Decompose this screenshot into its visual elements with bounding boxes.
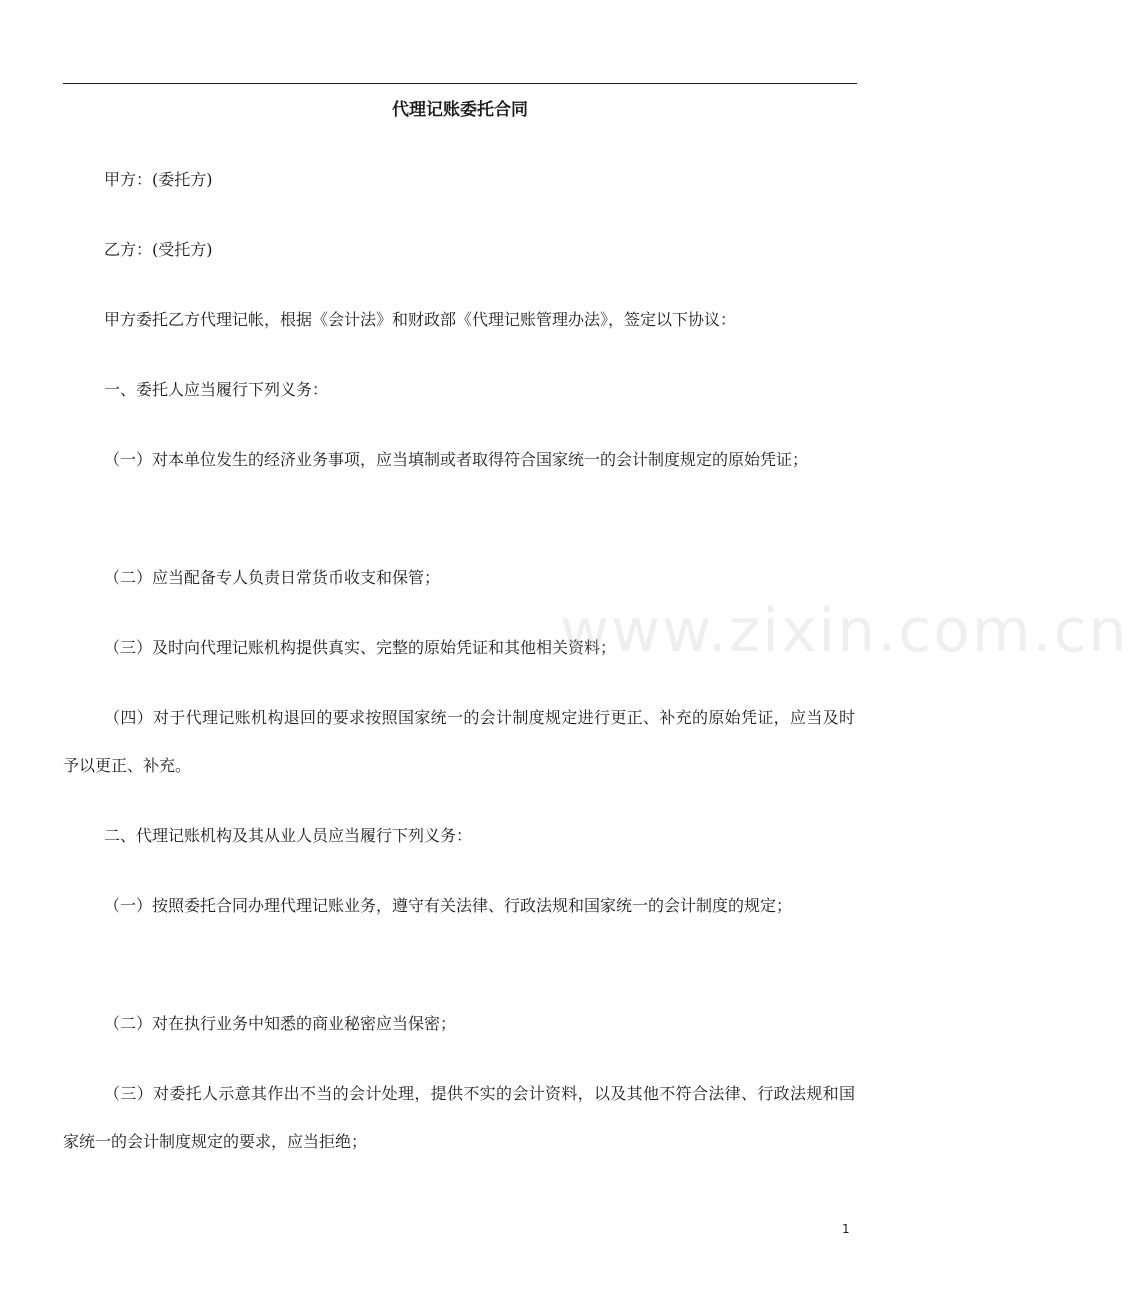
section-1-heading: 一、委托人应当履行下列义务： <box>104 380 329 399</box>
document-title: 代理记账委托合同 <box>392 100 528 120</box>
section-1-item-3: （三）及时向代理记账机构提供真实、完整的原始凭证和其他相关资料； <box>104 638 617 657</box>
section-1-item-4: （四）对于代理记账机构退回的要求按照国家统一的会计制度规定进行更正、补充的原始凭证，应当及时予以更正、补充。 <box>63 708 855 775</box>
preamble-paragraph: 甲方委托乙方代理记帐，根据《会计法》和财政部《代理记账管理办法》，签定以下协议： <box>104 310 737 329</box>
header-rule <box>63 83 857 84</box>
page-number: 1 <box>842 1222 850 1236</box>
section-2-item-2: （二）对在执行业务中知悉的商业秘密应当保密； <box>104 1014 457 1033</box>
section-1-item-1: （一）对本单位发生的经济业务事项，应当填制或者取得符合国家统一的会计制度规定的原始凭证； <box>104 450 809 469</box>
watermark: www.zixin.com.cn <box>560 596 1128 666</box>
party-a-line: 甲方：(委托方) <box>104 170 213 189</box>
section-1-item-2: （二）应当配备专人负责日常货币收支和保管； <box>104 568 441 587</box>
section-2-item-1: （一）按照委托合同办理代理记账业务，遵守有关法律、行政法规和国家统一的会计制度的规定； <box>104 896 793 915</box>
section-2-heading: 二、代理记账机构及其从业人员应当履行下列义务： <box>104 826 473 845</box>
party-b-line: 乙方：(受托方) <box>104 240 213 259</box>
section-2-item-3: （三）对委托人示意其作出不当的会计处理，提供不实的会计资料，以及其他不符合法律、行政法规和国家统一的会计制度规定的要求，应当拒绝； <box>63 1084 855 1151</box>
